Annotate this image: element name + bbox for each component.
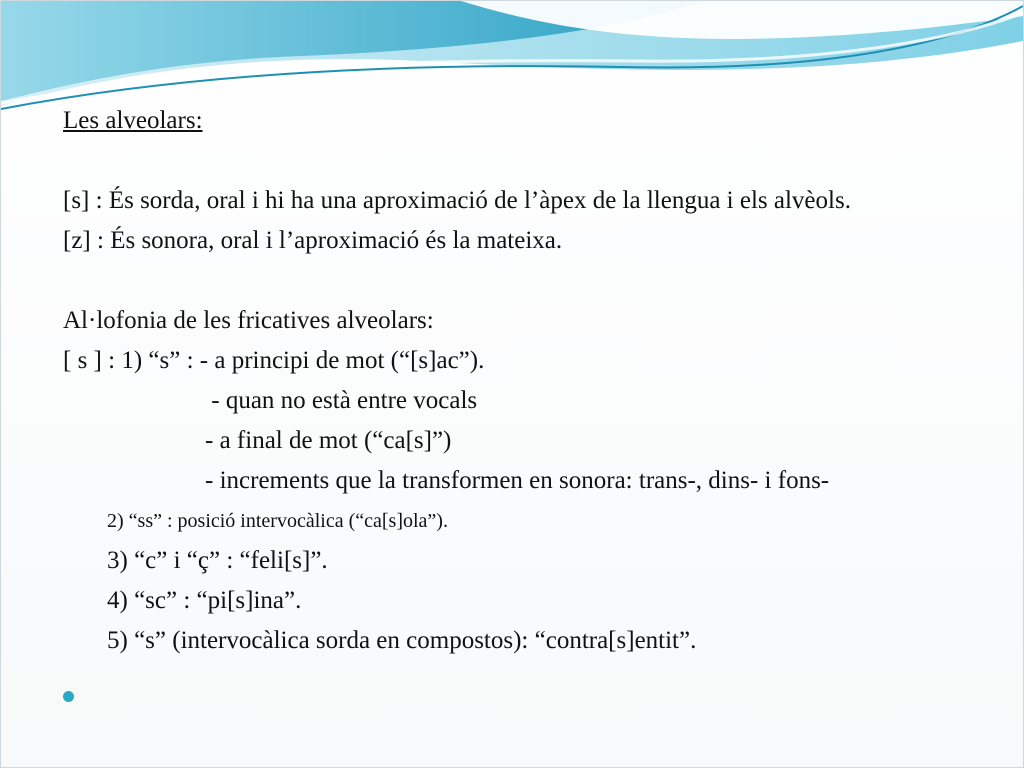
- bullet-point-icon: [63, 691, 74, 702]
- slide-title: Les alveolars:: [63, 107, 203, 134]
- rule-3: 3) “c” i “ç” : “feli[s]”.: [107, 547, 328, 574]
- s-rule-1-sub-3: - increments que la transformen en sonora: trans-, dins- i fons-: [205, 467, 830, 494]
- s-description: [s] : És sorda, oral i hi ha una aproximació de l’àpex de la llengua i els alvèols.: [63, 187, 851, 214]
- rule-2: 2) “ss” : posició intervocàlica (“ca[s]ola”).: [107, 510, 448, 532]
- allophony-heading: Al·lofonia de les fricatives alveolars:: [63, 307, 434, 334]
- s-rule-1-sub-2: - a final de mot (“ca[s]”): [205, 427, 452, 454]
- rule-4: 4) “sc” : “pi[s]ina”.: [107, 587, 302, 614]
- s-rule-1-sub-1: - quan no està entre vocals: [205, 387, 478, 414]
- z-description: [z] : És sonora, oral i l’aproximació és la mateixa.: [63, 227, 563, 254]
- slide-content: [63, 101, 983, 661]
- rule-5: 5) “s” (intervocàlica sorda en compostos): “contra[s]entit”.: [107, 627, 697, 654]
- s-rule-1: [ s ] : 1) “s” : - a principi de mot (“[s]ac”).: [63, 347, 485, 374]
